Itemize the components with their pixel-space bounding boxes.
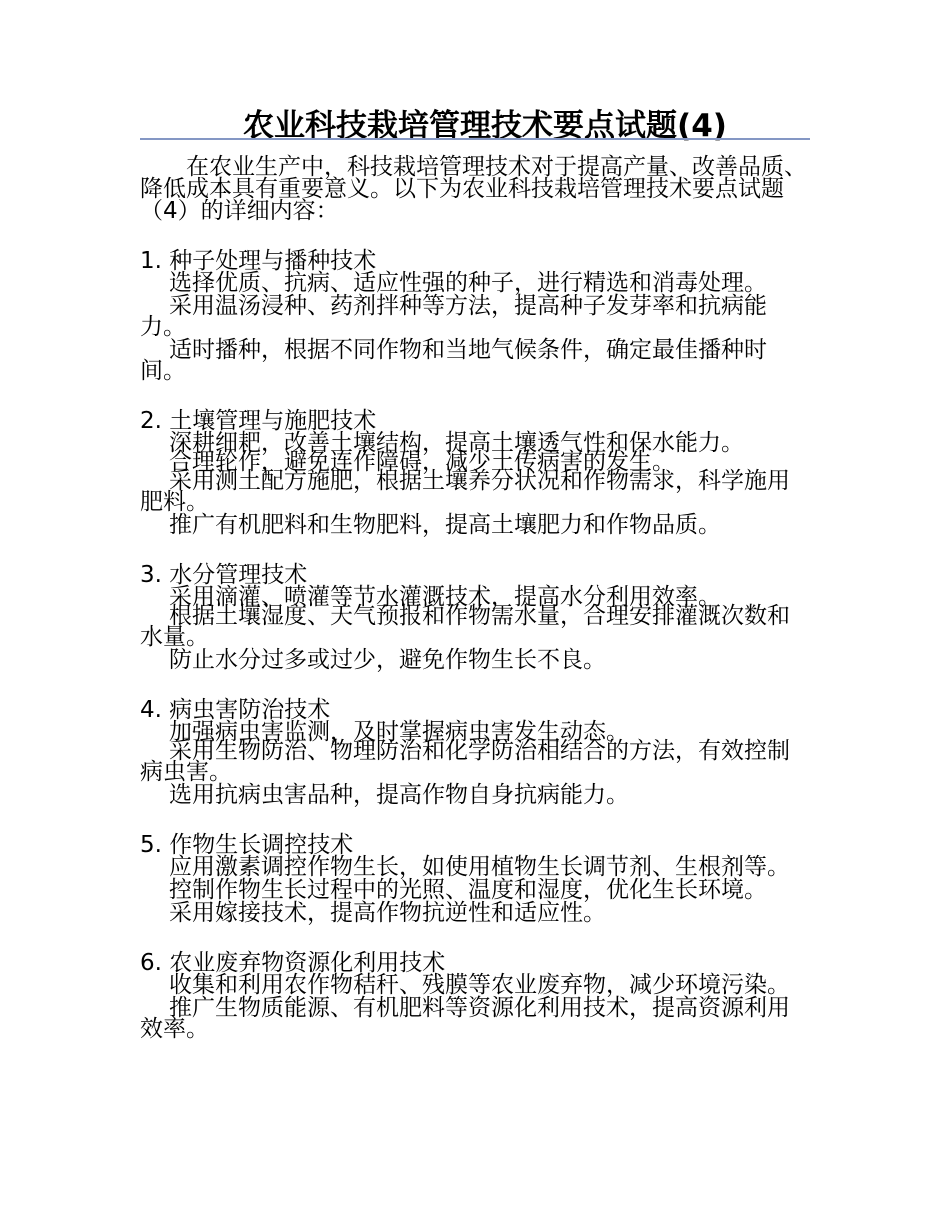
section-soil-fertilizer [140,410,812,536]
section-seed-treatment [140,250,812,382]
list-item: 选用抗病虫害品种，提高作物自身抗病能力。 [169,782,629,808]
list-item: 采用滴灌、喷灌等节水灌溉技术，提高水分利用效率。 [169,584,721,610]
list-item: 收集和利用农作物秸秆、残膜等农业废弃物，减少环境污染。 [169,972,790,998]
list-item: 推广生物质能源、有机肥料等资源化利用技术，提高资源利用效率。 [140,995,790,1042]
list-item: 深耕细耙，改善土壤结构，提高土壤透气性和保水能力。 [169,430,744,456]
section-waste-utilization [140,952,812,1040]
list-item: 根据土壤湿度、天气预报和作物需水量，合理安排灌溉次数和水量。 [140,603,790,650]
list-item: 防止水分过多或过少，避免作物生长不良。 [169,647,606,673]
section-heading: 6. 农业废弃物资源化利用技术 [140,950,446,976]
list-item: 采用温汤浸种、药剂拌种等方法，提高种子发芽率和抗病能力。 [140,293,767,340]
section-growth-regulation [140,834,812,924]
intro-paragraph: 在农业生产中，科技栽培管理技术对于提高产量、改善品质、降低成本具有重要意义。以下为农业科技栽培管理技术要点试题（4）的详细内容： [140,154,807,224]
list-item: 应用激素调控作物生长，如使用植物生长调节剂、生根剂等。 [169,854,790,880]
list-item: 采用测土配方施肥，根据土壤养分状况和作物需求，科学施用肥料。 [140,468,790,515]
document-title: 农业科技栽培管理技术要点试题(4) [243,108,727,144]
list-item: 采用生物防治、物理防治和化学防治相结合的方法，有效控制病虫害。 [140,738,790,785]
section-heading: 2. 土壤管理与施肥技术 [140,408,377,434]
list-item: 合理轮作，避免连作障碍，减少土传病害的发生。 [169,449,675,475]
section-pest-control [140,699,812,806]
document-body [140,150,812,1040]
list-item: 选择优质、抗病、适应性强的种子，进行精选和消毒处理。 [169,270,767,296]
list-item: 推广有机肥料和生物肥料，提高土壤肥力和作物品质。 [169,512,721,538]
section-water-management [140,564,812,671]
list-item: 采用嫁接技术，提高作物抗逆性和适应性。 [169,900,606,926]
section-heading: 5. 作物生长调控技术 [140,832,354,858]
list-item: 控制作物生长过程中的光照、温度和湿度，优化生长环境。 [169,877,767,903]
list-item: 加强病虫害监测，及时掌握病虫害发生动态。 [169,719,629,745]
section-heading: 3. 水分管理技术 [140,562,308,588]
list-item: 适时播种，根据不同作物和当地气候条件，确定最佳播种时间。 [140,337,767,384]
section-heading: 4. 病虫害防治技术 [140,697,331,723]
section-heading: 1. 种子处理与播种技术 [140,248,377,274]
title-underline [140,138,810,140]
